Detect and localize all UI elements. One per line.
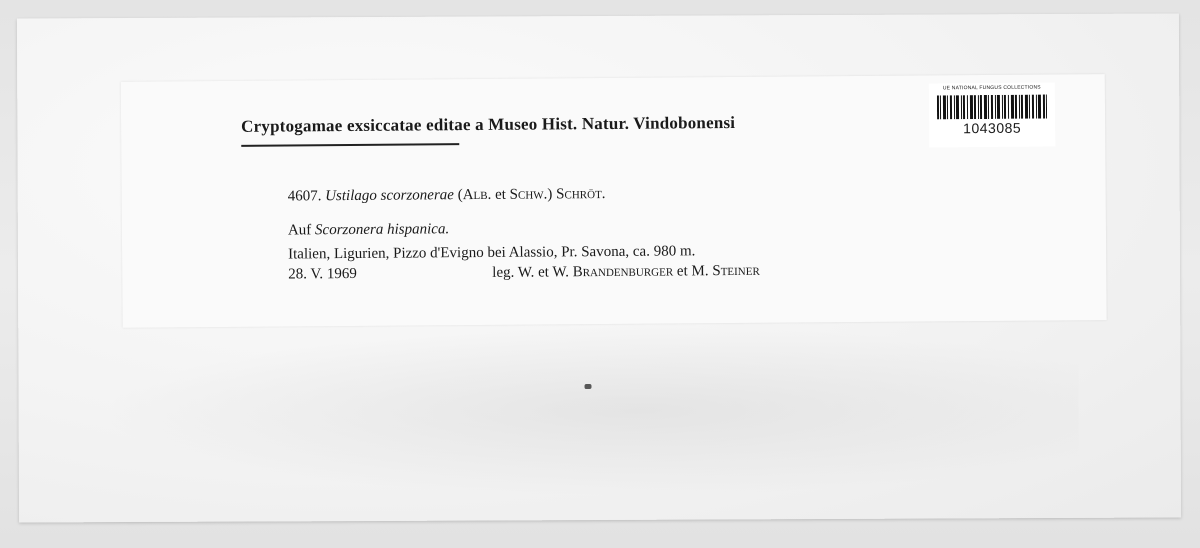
host-line bbox=[288, 221, 449, 239]
locality-line: Italien, Ligurien, Pizzo d'Evigno bei Alassio, Pr. Savona, ca. 980 m. bbox=[288, 243, 696, 263]
authority-close: ) bbox=[547, 186, 553, 203]
taxon-line bbox=[288, 186, 606, 205]
authority-alb: Alb. bbox=[462, 186, 492, 204]
host-prefix: Auf bbox=[287, 222, 312, 239]
legit-prefix: leg. W. et W. bbox=[492, 264, 570, 281]
authority-schroet: Schröt. bbox=[556, 185, 606, 203]
barcode-number: 1043085 bbox=[963, 119, 1022, 137]
collector-brandenburger: Brandenburger bbox=[572, 263, 674, 281]
collectors bbox=[492, 263, 760, 282]
herbarium-label bbox=[121, 74, 1107, 328]
collection-header: Cryptogamae exsiccatae editae a Museo Hist. Natur. Vindobonensi bbox=[241, 112, 736, 136]
authority-et: et bbox=[491, 186, 510, 203]
specimen-fragment bbox=[585, 384, 592, 389]
barcode-label bbox=[929, 82, 1055, 147]
header-underline bbox=[241, 143, 459, 147]
taxon-name: Ustilago scorzonerae bbox=[325, 187, 454, 205]
envelope bbox=[17, 13, 1181, 522]
collector-et: et M. bbox=[673, 263, 713, 280]
date-collector-line bbox=[288, 262, 760, 284]
host-name: Scorzonera hispanica. bbox=[314, 221, 450, 239]
barcode-title: UE NATIONAL FUNGUS COLLECTIONS bbox=[942, 84, 1041, 92]
authority-schw: Schw. bbox=[509, 186, 548, 203]
specimen-number: 4607. bbox=[287, 188, 322, 205]
collection-date: 28. V. 1969 bbox=[288, 265, 357, 283]
authority-open: ( bbox=[457, 187, 463, 204]
collector-steiner: Steiner bbox=[712, 262, 760, 280]
barcode-icon bbox=[937, 95, 1047, 120]
